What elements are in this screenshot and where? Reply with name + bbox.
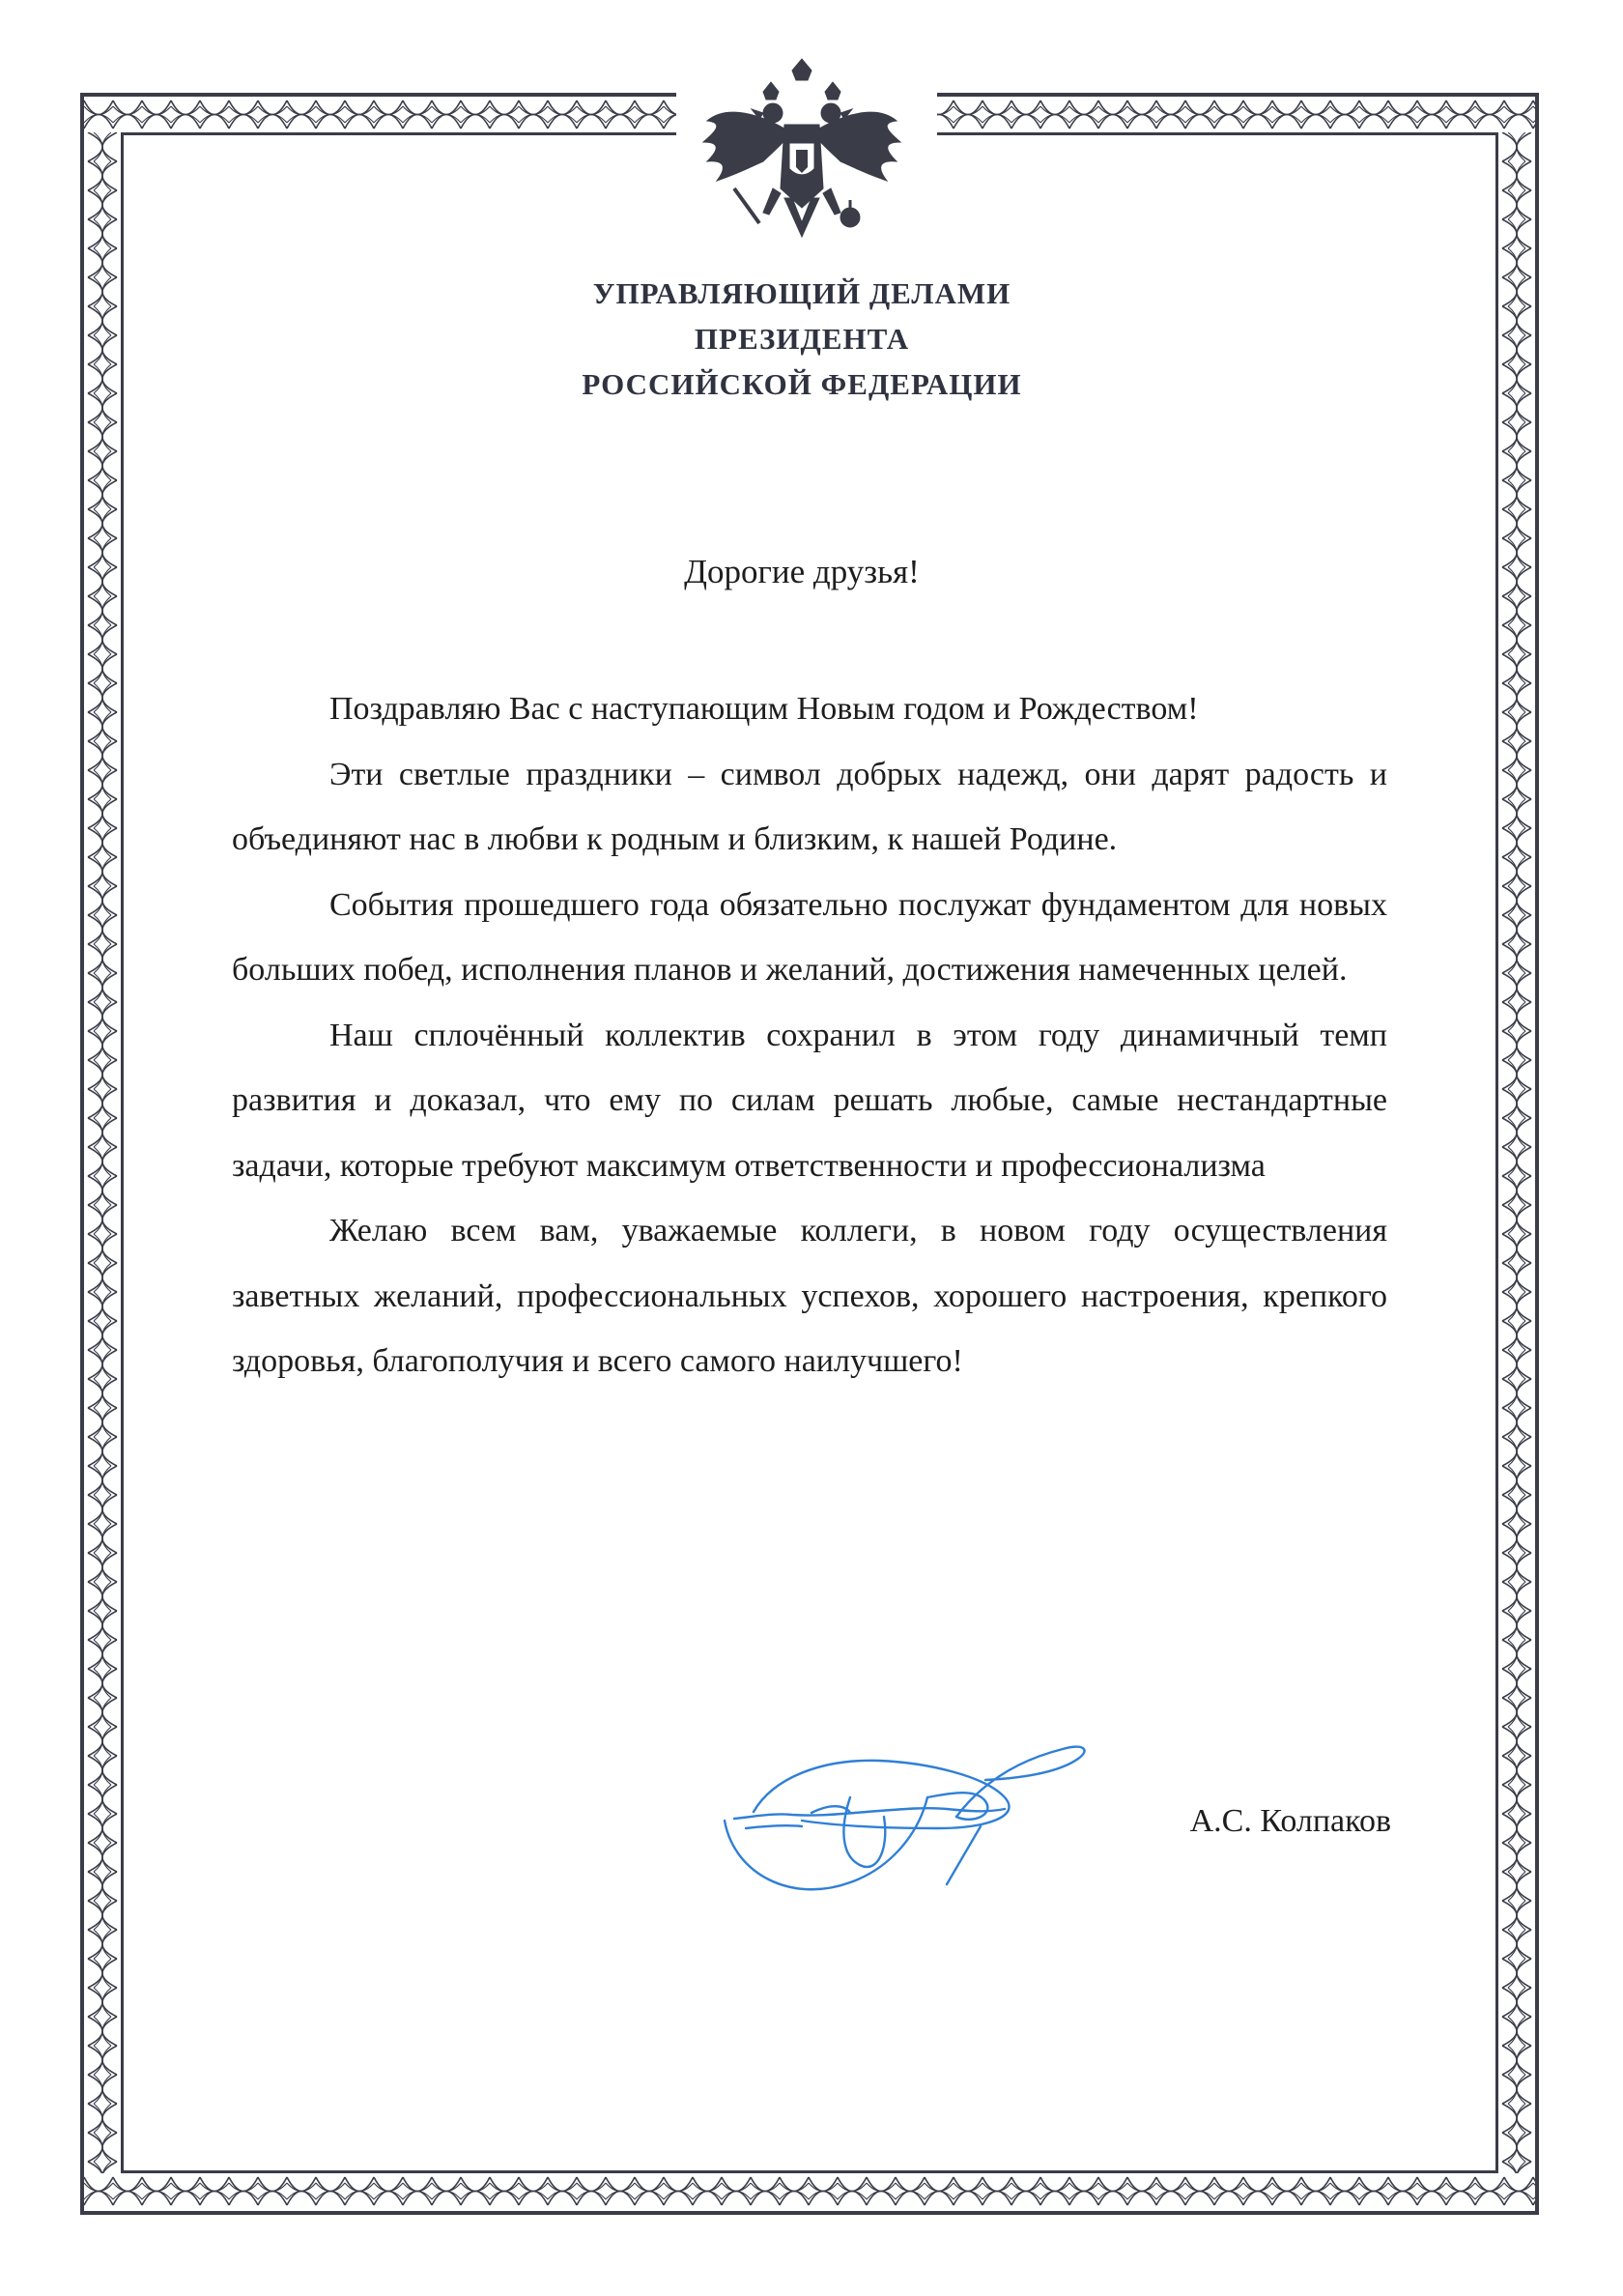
signer-name: А.С. Колпаков	[1189, 1803, 1391, 1839]
paragraph: Наш сплочённый коллектив сохранил в этом году динамичный темп развития и доказал, что ему по силам решать любые, самые нестандартные задачи, которые требуют максимум ответственности и профессионализма	[232, 1017, 1387, 1184]
salutation: Дорогие друзья!	[684, 553, 920, 590]
letterhead-line-3: РОССИЙСКОЙ ФЕДЕРАЦИИ	[582, 367, 1022, 401]
paragraph: Поздравляю Вас с наступающим Новым годом и Рождеством!	[329, 691, 1199, 727]
letterhead-line-2: ПРЕЗИДЕНТА	[694, 322, 910, 356]
handwritten-signature	[696, 1720, 1101, 1913]
paragraph: Желаю всем вам, уважаемые коллеги, в новом году осуществления заветных желаний, профессиональных успехов, хорошего настроения, крепкого здоровья, благополучия и всего самого наилучшего!	[232, 1213, 1387, 1379]
double-headed-eagle-icon	[696, 53, 908, 266]
paragraph: Эти светлые праздники – символ добрых надежд, они дарят радость и объединяют нас в любви к родным и близким, к нашей Родине.	[232, 756, 1387, 857]
letter-body	[232, 676, 1387, 1394]
letterhead-line-1: УПРАВЛЯЮЩИЙ ДЕЛАМИ	[592, 276, 1011, 310]
letterhead	[415, 271, 1188, 407]
paragraph: События прошедшего года обязательно послужат фундаментом для новых больших побед, исполнения планов и желаний, достижения намеченных целей.	[232, 886, 1387, 988]
